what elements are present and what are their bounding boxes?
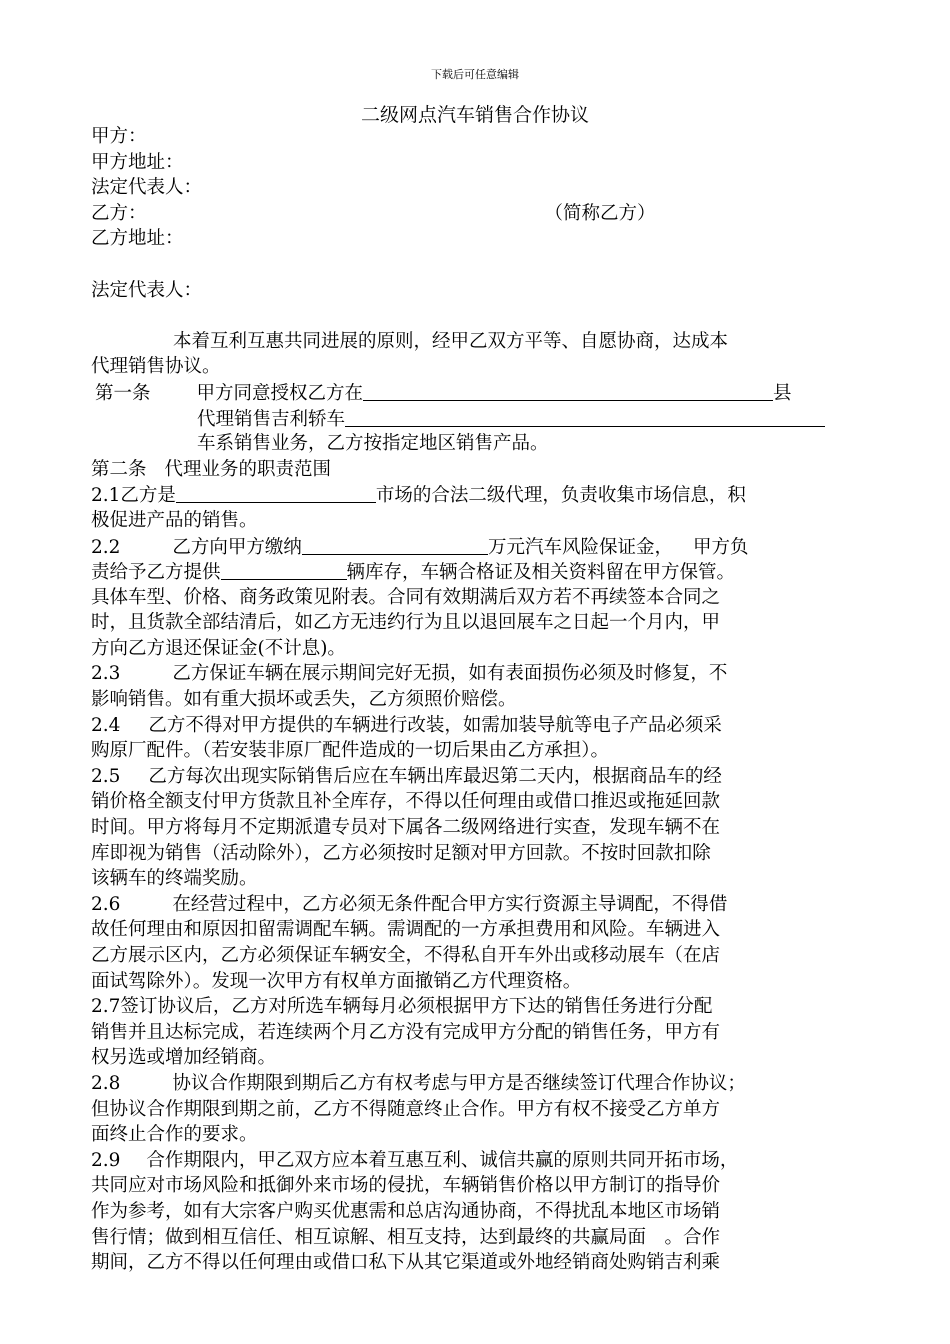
clause-2-5: 时间。甲方将每月不定期派遣专员对下属各二级网络进行实查，发现车辆不在 [91,817,721,839]
clause-2-7: 2.7签订协议后，乙方对所选车辆每月必须根据甲方下达的销售任务进行分配 [91,996,713,1018]
article-1-label: 第一条 [95,382,151,404]
clause-2-9: 2.9 合作期限内，甲乙双方应本着互惠互利、诚信共赢的原则共同开拓市场， [91,1149,739,1171]
clause-2-7: 销售并且达标完成，若连续两个月乙方没有完成甲方分配的销售任务，甲方有 [91,1021,721,1043]
clause-2-6: 面试驾除外）。发现一次甲方有权单方面撤销乙方代理资格。 [91,970,582,992]
clause-2-6: 2.6 在经营过程中，乙方必须无条件配合甲方实行资源主导调配，不得借 [91,893,728,915]
clause-2-4: 2.4 乙方不得对甲方提供的车辆进行改装，如需加装导航等电子产品必须采 [91,714,722,736]
inventory-blank [221,559,347,580]
clause-2-7: 权另选或增加经销商。 [91,1047,277,1069]
clause-2-2: 时，且货款全部结清后，如乙方无违约行为且以退回展车之日起一个月内，甲 [91,612,721,634]
intro-line: 本着互利互惠共同进展的原则，经甲乙双方平等、自愿协商，达成本 [173,330,729,352]
clause-2-5: 销价格全额支付甲方货款且补全库存，不得以任何理由或借口推迟或拖延回款 [91,791,721,813]
clause-2-5: 2.5 乙方每次出现实际销售后应在车辆出库最迟第二天内，根据商品车的经 [91,765,722,787]
article-1-text: 甲方同意授权乙方在 [196,382,364,404]
article-1-county: 县 [773,382,792,404]
clause-2-1: 2.1乙方是 市场的合法二级代理，负责收集市场信息，积 [91,482,861,508]
legal-rep-a-line: 法定代表人： [91,177,203,199]
clause-2-8: 但协议合作期限到期之前，乙方不得随意终止合作。甲方有权不接受乙方单方 [91,1098,721,1120]
document-body [91,124,861,1276]
county-blank [363,380,773,401]
party-a-address-line: 甲方地址： [91,151,184,173]
market-blank [176,482,376,503]
intro-line: 代理销售协议。 [91,356,221,378]
clause-2-2: 2.2 乙方向甲方缴纳 万元汽车风险保证金， 甲方负 [91,534,861,560]
clause-2-2: 责给予乙方提供 辆库存，车辆合格证及相关资料留在甲方保管。 [91,559,861,585]
clause-2-5: 库即视为销售（活动除外），乙方必须按时足额对甲方回款。不按时回款扣除 [91,842,711,864]
clause-2-3: 影响销售。如有重大损坏或丢失，乙方须照价赔偿。 [91,689,517,711]
clause-2-9: 售行情；做到相互信任、相互谅解、相互支持，达到最终的共赢局面 。合作 [91,1226,721,1248]
party-b-short-name: （简称乙方） [544,202,656,224]
clause-2-8: 2.8 协议合作期限到期后乙方有权考虑与甲方是否继续签订代理合作协议； [91,1072,746,1094]
clause-2-2: 具体车型、价格、商务政策见附表。合同有效期满后双方若不再续签本合同之 [91,586,721,608]
legal-rep-b-line: 法定代表人： [91,279,203,301]
clause-2-6: 乙方展示区内，乙方必须保证车辆安全，不得私自开车外出或移动展车（在店 [91,945,721,966]
clause-2-9: 作为参考，如有大宗客户购买优惠需和总店沟通协商，不得扰乱本地区市场销 [91,1200,721,1222]
party-b-label: 乙方： [91,202,147,224]
page-header: 下载后可任意编辑 [431,68,519,81]
party-b-line [91,201,861,227]
clause-2-5: 该辆车的终端奖励。 [91,868,258,890]
document-title: 二级网点汽车销售合作协议 [360,104,589,126]
clause-2-6: 故任何理由和原因扣留需调配车辆。需调配的一方承担费用和风险。车辆进入 [91,919,721,941]
party-a-line: 甲方： [91,126,147,147]
article-1-line: 代理销售吉利轿车 [91,406,861,432]
clause-2-1: 极促进产品的销售。 [91,509,258,531]
article-2-heading: 第二条 代理业务的职责范围 [91,458,332,480]
article-1-line: 车系销售业务，乙方按指定地区销售产品。 [197,433,549,455]
clause-2-9: 共同应对市场风险和抵御外来市场的侵扰，车辆销售价格以甲方制订的指导价 [91,1175,721,1197]
clause-2-3: 2.3 乙方保证车辆在展示期间完好无损，如有表面损伤必须及时修复，不 [91,663,728,685]
vehicle-series-blank [345,406,825,427]
clause-2-8: 面终止合作的要求。 [91,1124,258,1146]
article-1-line [91,380,861,406]
clause-2-2: 方向乙方退还保证金(不计息)。 [91,637,346,659]
clause-2-9: 期间，乙方不得以任何理由或借口私下从其它渠道或外地经销商处购销吉利乘 [91,1252,721,1274]
deposit-blank [302,534,488,555]
party-b-address-line: 乙方地址： [91,228,184,250]
clause-2-4: 购原厂配件。（若安装非原厂配件造成的一切后果由乙方承担）。 [91,740,610,762]
